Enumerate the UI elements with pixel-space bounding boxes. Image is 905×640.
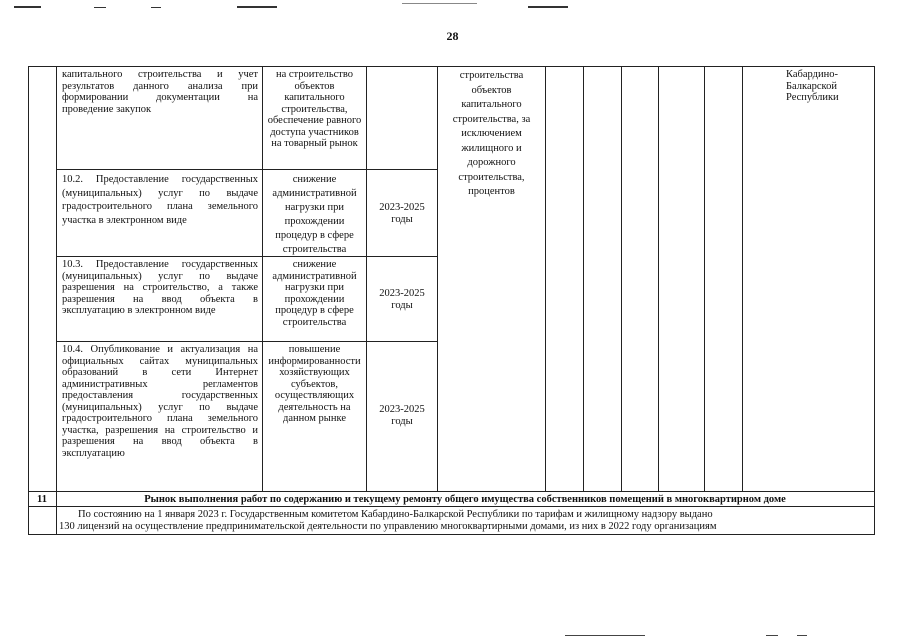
vline-c1 [583, 66, 584, 491]
vline-c4 [704, 66, 705, 491]
vline-c2 [621, 66, 622, 491]
subrow-task-10-4: 10.4. Опубликование и актуализация на официальных сайтах муниципальных образований в сети Интернет административных регламентов предоставления государственных (муниципальных) услуг по выдаче градостроительного плана земельного участка, разрешения на строительство и разрешения на ввод объекта в эксплуатацию [62, 344, 258, 459]
scan-artifact-top-3 [151, 7, 161, 8]
section-11-text-line-1: По состоянию на 1 января 2023 г. Государственным комитетом Кабардино-Балкарской Республики по тарифам и жилищному надзору выдано [78, 509, 713, 520]
continued-task-text: капитального строительства и учет результатов данного анализа при формировании документации на проведение закупок [62, 69, 258, 115]
continued-effect-text: на строительство объектов капитального строительства, обеспечение равного доступа участников на товарный рынок [267, 69, 362, 149]
subrow-period-10-3: 2023-2025 годы [379, 288, 425, 311]
vline-task [262, 66, 263, 491]
subrow-task-10-3: 10.3. Предоставление государственных (муниципальных) услуг по выдаче разрешения на строительство, а также разрешения на ввод объекта в эксплуатацию в электронном виде [62, 259, 258, 316]
hline-row-10-2 [56, 169, 438, 170]
subrow-effect-10-2: снижение административной нагрузки при прохождении процедур в сфере строительства [272, 174, 357, 255]
hline-row-10-3 [56, 256, 438, 257]
vline-effect [366, 66, 367, 491]
hline-section-11-top [28, 491, 875, 492]
subrow-period-10-2: 2023-2025 годы [379, 202, 425, 225]
measures-table [28, 66, 875, 535]
hline-row-10-4 [56, 341, 438, 342]
scan-artifact-top-1 [14, 6, 41, 8]
section-11-title: Рынок выполнения работ по содержанию и текущему ремонту общего имущества собственников помещений в многоквартирном доме [144, 494, 786, 505]
page-number: 28 [446, 29, 459, 43]
vline-indicator [545, 66, 546, 491]
scan-artifact-top-6 [528, 6, 568, 8]
scan-artifact-bottom-3 [797, 635, 807, 636]
section-11-number: 11 [37, 494, 47, 505]
subrow-task-10-2: 10.2. Предоставление государственных (муниципальных) услуг по выдаче градостроительного плана земельного участка в электронном виде [62, 174, 258, 226]
scan-artifact-bottom-2 [766, 635, 778, 636]
subrow-effect-10-4: повышение информированности хозяйствующих субъектов, осуществляющих деятельность на данном рынке [268, 344, 361, 424]
executor-text: Кабардино-Балкарской Республики [786, 69, 839, 103]
scan-artifact-bottom-1 [565, 635, 645, 636]
section-11-text-line-2: 130 лицензий на осуществление предпринимательской деятельности по управлению многоквартирными домами, из них в 2022 году организациям [59, 521, 717, 532]
scan-artifact-top-2 [94, 7, 106, 8]
table-bottom-border [28, 534, 875, 535]
subrow-period-10-4: 2023-2025 годы [379, 404, 425, 427]
scan-artifact-top-4 [237, 6, 277, 8]
vline-right [874, 66, 875, 535]
subrow-effect-10-3: снижение административной нагрузки при прохождении процедур в сфере строительства [272, 259, 357, 328]
vline-left [28, 66, 29, 535]
vline-period [437, 66, 438, 491]
indicator-text: строительства объектов капитального строительства, за исключением жилищного и дорожного строительства, процентов [452, 70, 531, 197]
vline-num [56, 66, 57, 535]
table-top-border [28, 66, 875, 67]
hline-section-11-title [28, 506, 875, 507]
scan-artifact-top-5 [402, 3, 477, 4]
vline-c5 [742, 66, 743, 491]
vline-c3 [658, 66, 659, 491]
